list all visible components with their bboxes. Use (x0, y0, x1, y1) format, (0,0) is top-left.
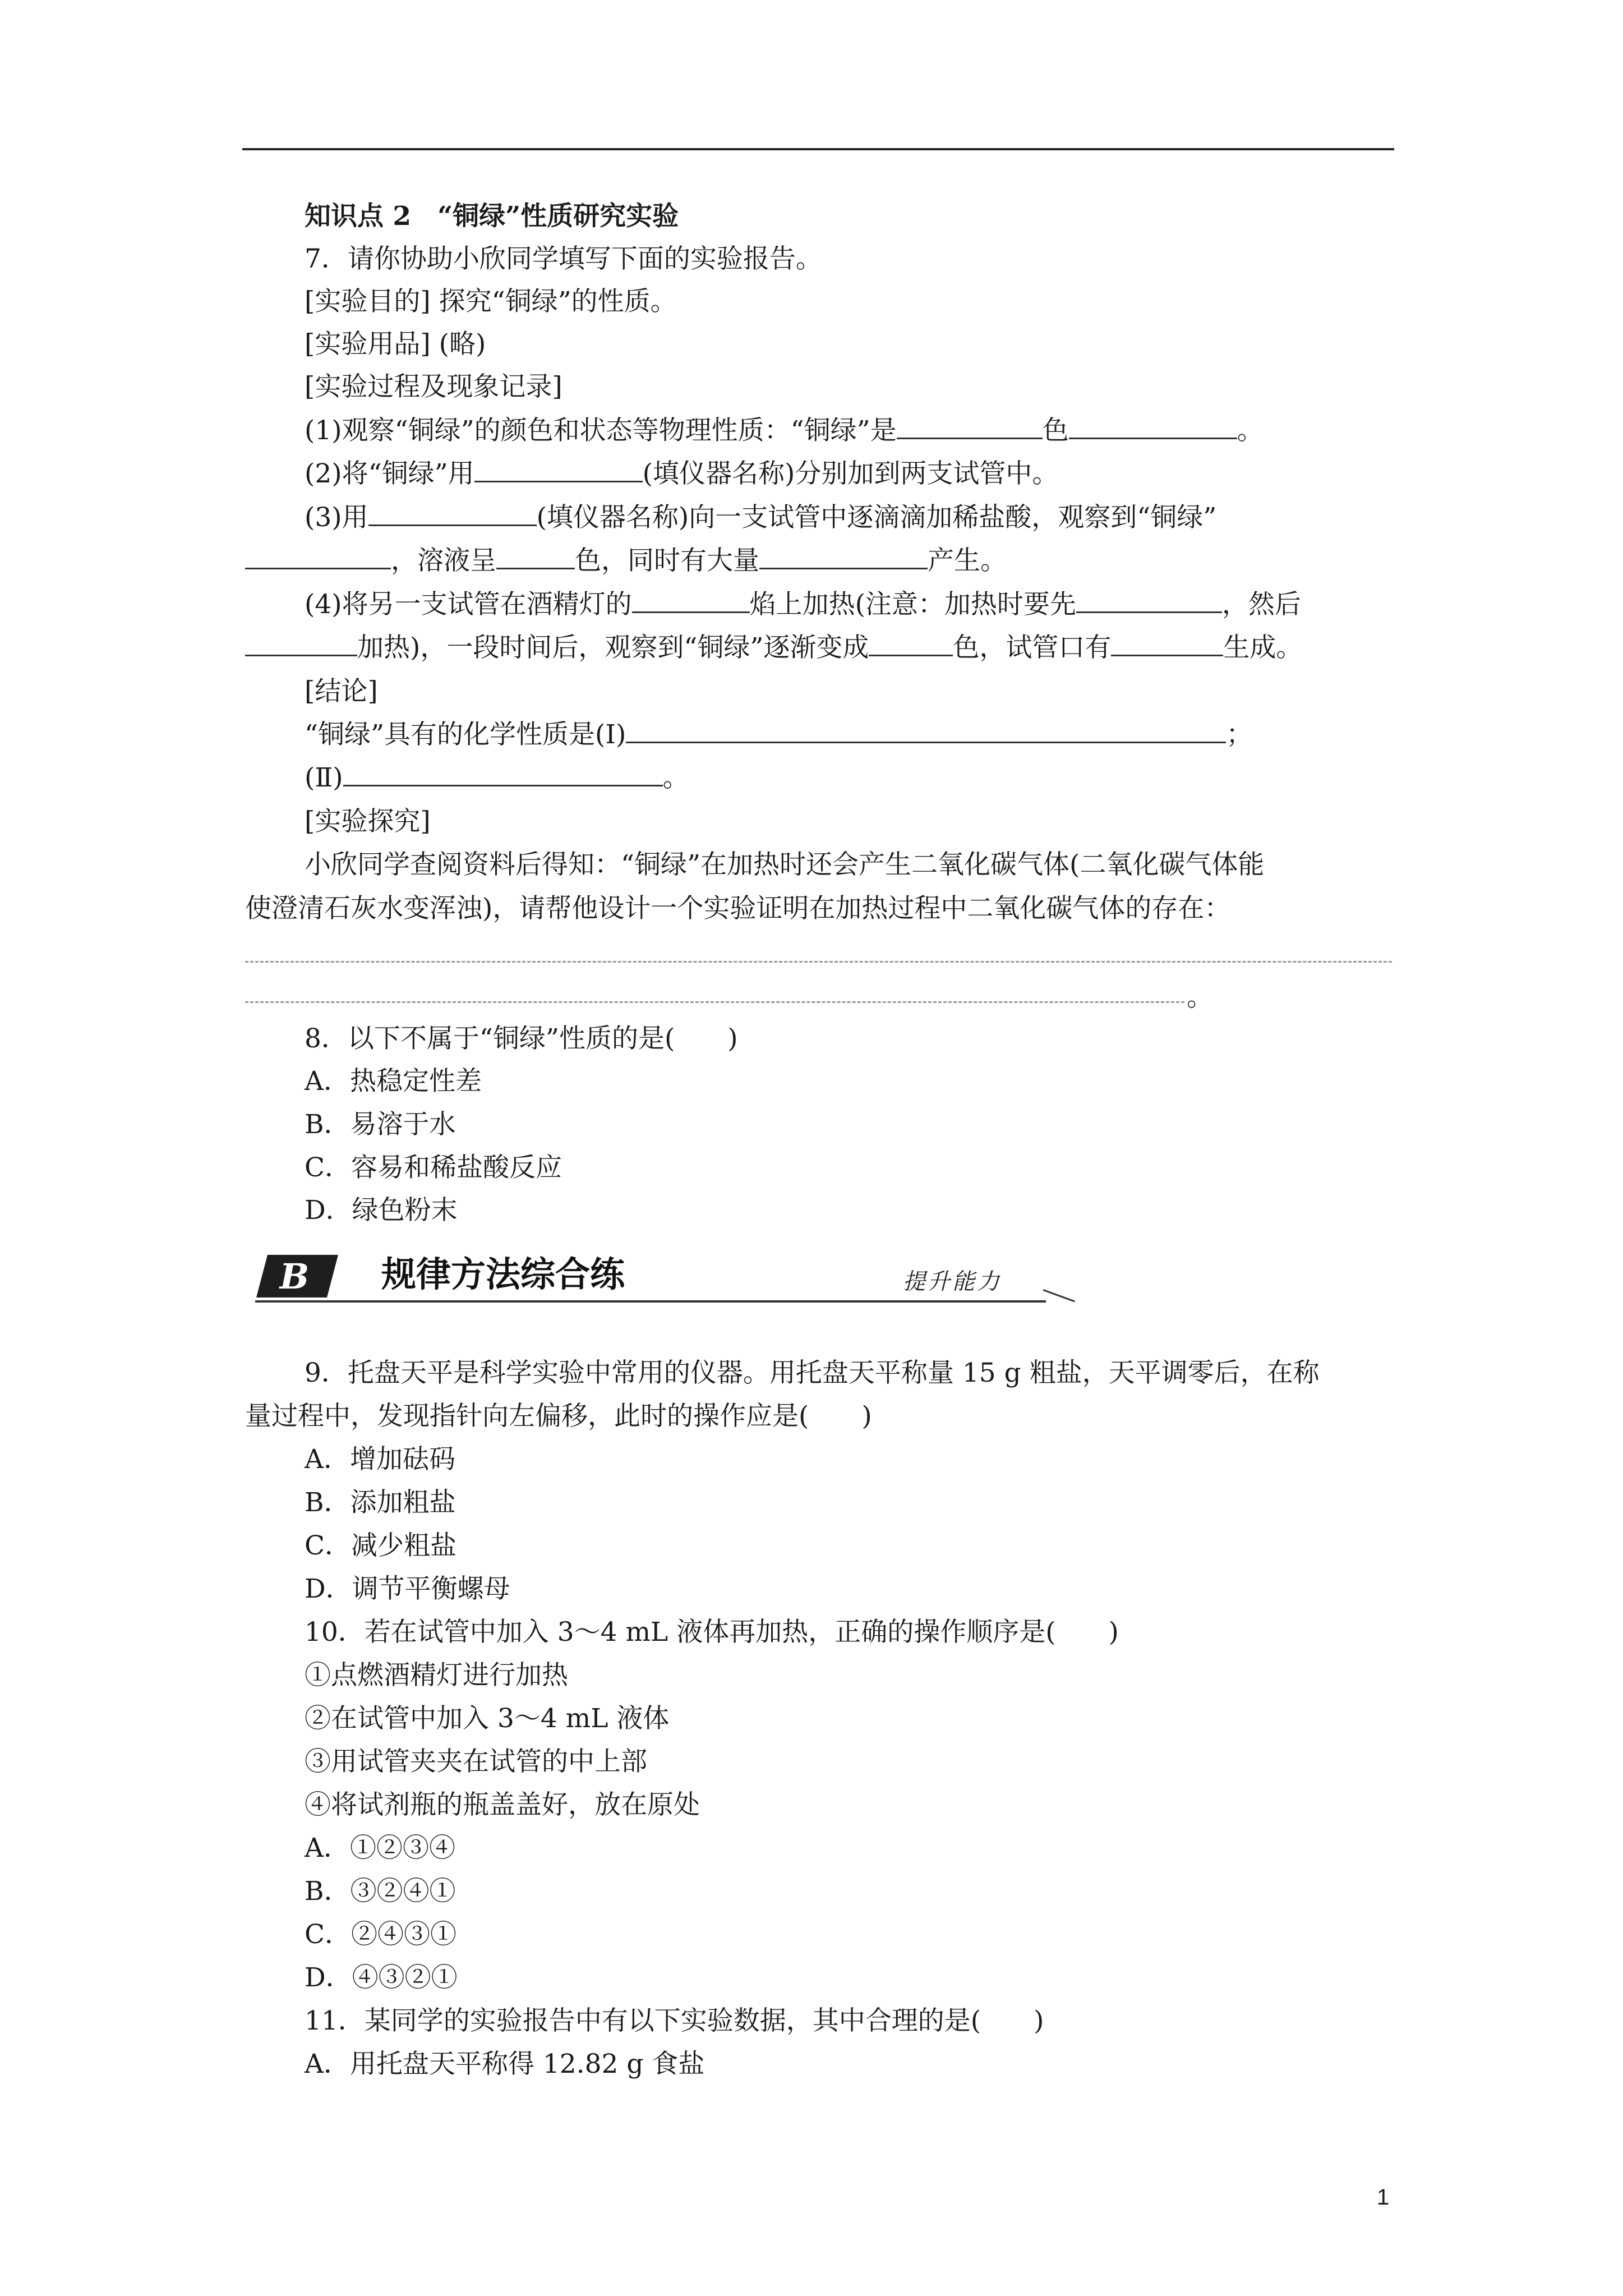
badge-b-icon (255, 1253, 339, 1300)
q7-stem: 7．请你协助小欣同学填写下面的实验报告。 (305, 243, 822, 274)
banner-title: 规律方法综合练 (381, 1254, 625, 1295)
q8-option-d: D．绿色粉末 (305, 1195, 458, 1226)
blank[interactable] (869, 633, 953, 656)
blank[interactable] (759, 546, 928, 569)
q10-option-b: B．③②④① (305, 1876, 456, 1907)
q7-step1: (1)观察“铜绿”的颜色和状态等物理性质：“铜绿”是 色 。 (305, 415, 1264, 446)
q11-option-a: A．用托盘天平称得 12.82 g 食盐 (305, 2049, 705, 2079)
banner-subtitle: 提升能力 (903, 1269, 1002, 1295)
q9-option-d: D．调节平衡螺母 (305, 1573, 510, 1604)
blank[interactable] (626, 720, 1226, 743)
q10-option-c: C．②④③① (305, 1919, 457, 1950)
blank[interactable] (632, 590, 750, 613)
q7-step3-line1: (3)用 (填仪器名称)向一支试管中逐滴滴加稀盐酸，观察到“铜绿” (305, 502, 1217, 533)
blank[interactable] (897, 416, 1043, 439)
blank[interactable] (245, 633, 357, 656)
q10-step-4: ④将试剂瓶的瓶盖盖好，放在原处 (305, 1789, 700, 1820)
blank[interactable] (343, 763, 663, 786)
q7-step4-line2: 加热)，一段时间后，观察到“铜绿”逐渐变成 色，试管口有 生成。 (245, 631, 1302, 665)
blank[interactable] (496, 546, 575, 569)
q10-step-3: ③用试管夹夹在试管的中上部 (305, 1746, 647, 1777)
banner-underline (255, 1300, 1046, 1303)
q7-materials: [实验用品] (略) (305, 329, 486, 360)
q10-step-2: ②在试管中加入 3～4 mL 液体 (305, 1703, 670, 1734)
blank[interactable] (245, 546, 391, 569)
header-rule (242, 148, 1394, 150)
section-heading: 知识点 2 “铜绿”性质研究实验 (305, 201, 679, 232)
q10-stem: 10．若在试管中加入 3～4 mL 液体再加热，正确的操作顺序是( ) (305, 1617, 1119, 1648)
q9-option-c: C．减少粗盐 (305, 1530, 457, 1561)
q7-conclusion-2: (Ⅱ) 。 (305, 762, 689, 793)
q10-option-a: A．①②③④ (305, 1833, 455, 1864)
q7-explore-label: [实验探究] (305, 806, 431, 837)
blank[interactable] (474, 459, 643, 482)
blank[interactable] (1069, 416, 1237, 439)
q8-option-c: C．容易和稀盐酸反应 (305, 1152, 562, 1183)
q9-stem-line2: 量过程中，发现指针向左偏移，此时的操作应是( ) (245, 1401, 872, 1432)
q9-option-b: B．添加粗盐 (305, 1487, 456, 1518)
q7-purpose: [实验目的] 探究“铜绿”的性质。 (305, 286, 677, 317)
q9-stem-line1: 9．托盘天平是科学实验中常用的仪器。用托盘天平称量 15 g 粗盐，天平调零后，在称 (305, 1358, 1320, 1388)
q7-process-label: [实验过程及现象记录] (305, 371, 562, 402)
q11-stem: 11．某同学的实验报告中有以下实验数据，其中合理的是( ) (305, 2005, 1044, 2036)
blank[interactable] (1111, 633, 1223, 656)
q7-explore-text-1: 小欣同学查阅资料后得知：“铜绿”在加热时还会产生二氧化碳气体(二氧化碳气体能 (305, 849, 1265, 880)
q7-step3-line2: ，溶液呈 色，同时有大量 产生。 (245, 544, 1007, 578)
q7-explore-text-2: 使澄清石灰水变浑浊)，请帮他设计一个实验证明在加热过程中二氧化碳气体的存在： (245, 893, 1231, 924)
q10-option-d: D．④③②① (305, 1962, 458, 1993)
q8-option-b: B．易溶于水 (305, 1109, 456, 1140)
blank[interactable] (1076, 590, 1222, 613)
q7-explore-end: 。 (1187, 982, 1213, 1013)
q7-step4-line1: (4)将另一支试管在酒精灯的 焰上加热(注意：加热时要先 ，然后 (305, 589, 1301, 620)
q8-option-a: A．热稳定性差 (305, 1066, 482, 1097)
q7-step2: (2)将“铜绿”用 (填仪器名称)分别加到两支试管中。 (305, 458, 1059, 489)
answer-line[interactable] (245, 1001, 1184, 1003)
q8-stem: 8．以下不属于“铜绿”性质的是( ) (305, 1023, 738, 1054)
q10-step-1: ①点燃酒精灯进行加热 (305, 1660, 568, 1691)
q9-option-a: A．增加砝码 (305, 1444, 455, 1475)
page-number: 1 (1377, 2185, 1390, 2210)
answer-line[interactable] (245, 961, 1392, 963)
q7-conclusion-1: “铜绿”具有的化学性质是(Ⅰ) ； (305, 719, 1253, 750)
badge-letter: B (279, 1256, 310, 1297)
blank[interactable] (368, 503, 537, 526)
q7-conclusion-label: [结论] (305, 676, 378, 707)
